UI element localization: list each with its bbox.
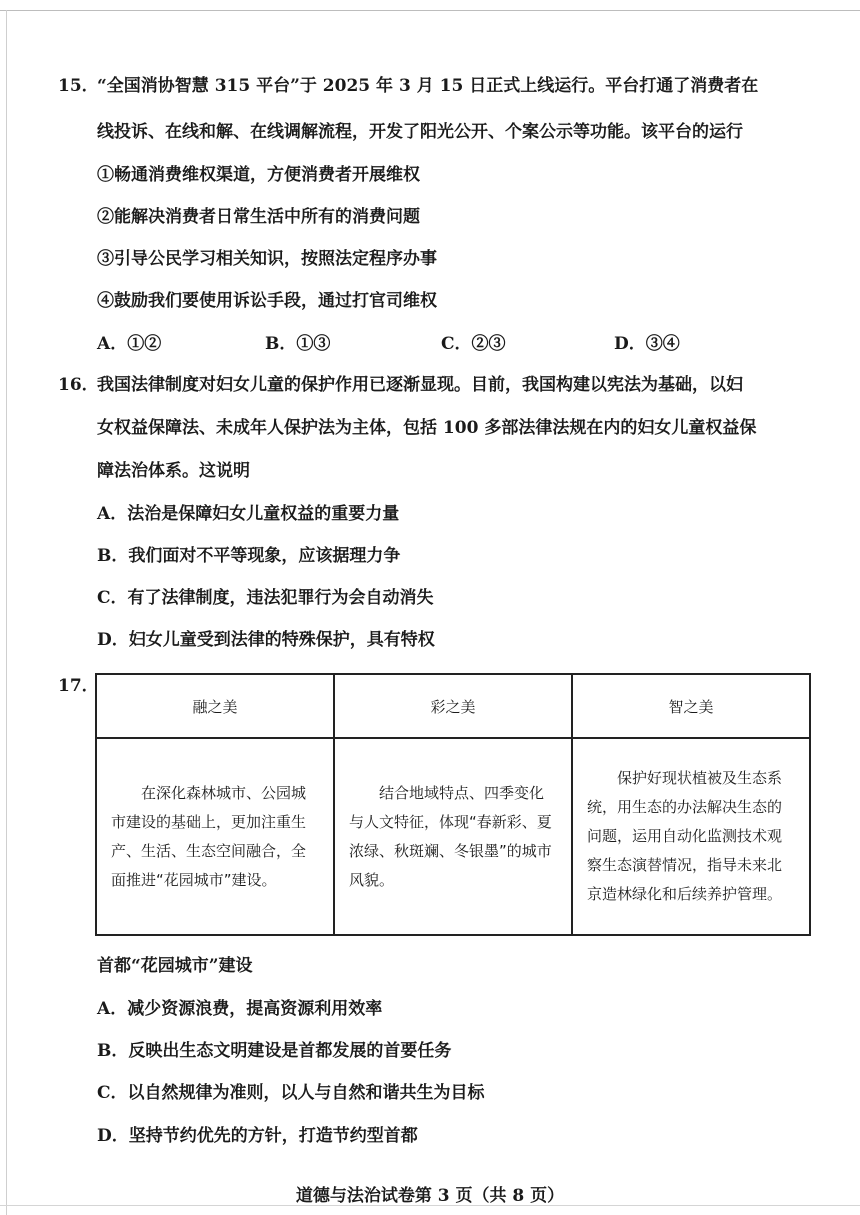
question-15-item-4: ④鼓励我们要使用诉讼手段，通过打官司维权 bbox=[97, 291, 437, 311]
question-16-option-c[interactable]: C．有了法律制度，违法犯罪行为会自动消失 bbox=[97, 588, 434, 608]
question-15-option-a[interactable]: A．①② bbox=[97, 334, 162, 354]
question-15-option-d[interactable]: D．③④ bbox=[614, 334, 680, 354]
question-16-stem-line-2: 女权益保障法、未成年人保护法为主体，包括 100 多部法律法规在内的妇女儿童权益保 bbox=[97, 418, 757, 438]
page-border-top bbox=[0, 10, 860, 11]
table-cell bbox=[572, 738, 810, 935]
question-15-option-b[interactable]: B．①③ bbox=[265, 334, 331, 354]
question-15-item-2: ②能解决消费者日常生活中所有的消费问题 bbox=[97, 207, 420, 227]
table-cell bbox=[96, 738, 334, 935]
question-15-number: 15． bbox=[58, 76, 99, 96]
page-border-left bbox=[6, 10, 7, 1215]
table-row bbox=[96, 738, 810, 935]
table-header-row bbox=[96, 674, 810, 738]
question-15-stem-line-1: “全国消协智慧 315 平台”于 2025 年 3 月 15 日正式上线运行。平台打通了消费者在 bbox=[97, 76, 759, 96]
question-16-number: 16． bbox=[58, 375, 99, 395]
question-17-option-d[interactable]: D．坚持节约优先的方针，打造节约型首都 bbox=[97, 1126, 418, 1146]
question-17-stem: 首都“花园城市”建设 bbox=[97, 956, 253, 976]
question-17-number: 17． bbox=[58, 676, 99, 696]
table-header-cell: 彩之美 bbox=[334, 674, 572, 738]
question-17-option-c[interactable]: C．以自然规律为准则，以人与自然和谐共生为目标 bbox=[97, 1083, 485, 1103]
question-16-stem-line-3: 障法治体系。这说明 bbox=[97, 461, 250, 481]
question-17-option-b[interactable]: B．反映出生态文明建设是首都发展的首要任务 bbox=[97, 1041, 452, 1061]
question-16-stem-line-1: 我国法律制度对妇女儿童的保护作用已逐渐显现。目前，我国构建以宪法为基础，以妇 bbox=[97, 375, 743, 395]
question-16-option-d[interactable]: D．妇女儿童受到法律的特殊保护，具有特权 bbox=[97, 630, 435, 650]
table-cell-text: 保护好现状植被及生态系统，用生态的办法解决生态的问题，运用自动化监测技术观察生态演替情况，指导未来北京造林绿化和后续养护管理。 bbox=[587, 769, 783, 903]
question-16-option-a[interactable]: A．法治是保障妇女儿童权益的重要力量 bbox=[97, 504, 400, 524]
table-cell bbox=[334, 738, 572, 935]
question-15-stem-line-2: 线投诉、在线和解、在线调解流程，开发了阳光公开、个案公示等功能。该平台的运行 bbox=[97, 122, 743, 142]
question-16-option-b[interactable]: B．我们面对不平等现象，应该据理力争 bbox=[97, 546, 401, 566]
table-cell-text: 在深化森林城市、公园城市建设的基础上，更加注重生产、生活、生态空间融合，全面推进“花园城市”建设。 bbox=[111, 783, 307, 889]
table-header-cell: 融之美 bbox=[96, 674, 334, 738]
question-17-table bbox=[95, 673, 811, 936]
table-cell-text: 结合地域特点、四季变化与人文特征，体现“春新彩、夏浓绿、秋斑斓、冬银墨”的城市风貌。 bbox=[349, 783, 552, 889]
page-footer: 道德与法治试卷第 3 页（共 8 页） bbox=[295, 1186, 565, 1206]
table-header-cell: 智之美 bbox=[572, 674, 810, 738]
question-17-option-a[interactable]: A．减少资源浪费，提高资源利用效率 bbox=[97, 999, 383, 1019]
question-15-option-c[interactable]: C．②③ bbox=[441, 334, 506, 354]
question-15-item-3: ③引导公民学习相关知识，按照法定程序办事 bbox=[97, 249, 437, 269]
question-15-item-1: ①畅通消费维权渠道，方便消费者开展维权 bbox=[97, 165, 420, 185]
